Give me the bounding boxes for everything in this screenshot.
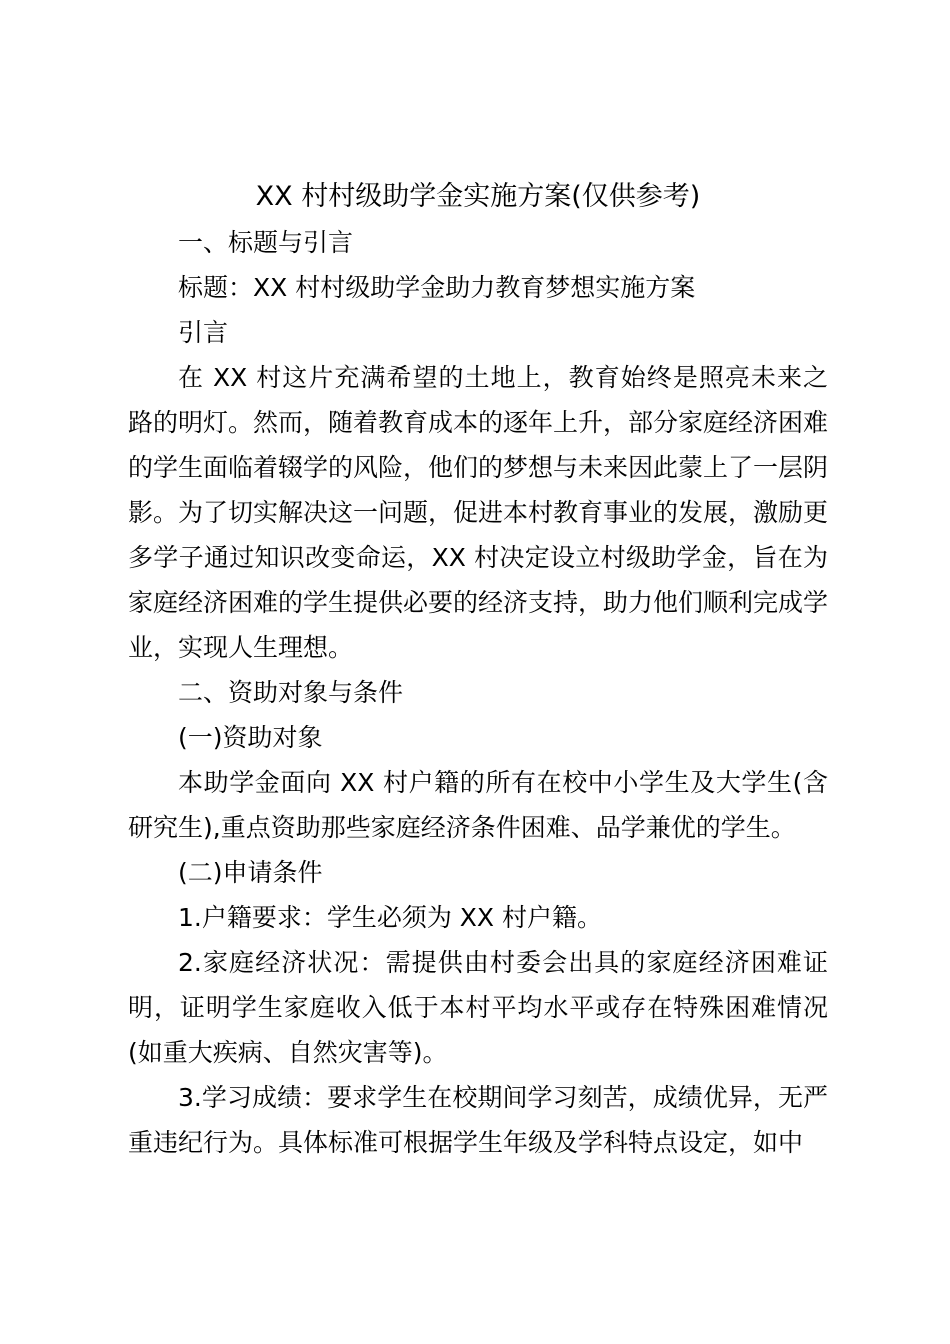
condition-item-1: 1.户籍要求：学生必须为 XX 村户籍。 — [178, 903, 603, 932]
condition-item-3: 3.学习成绩：要求学生在校期间学习刻苦，成绩优异，无严重违纪行为。具体标准可根据学生年级及学科特点设定，如中 — [128, 1083, 828, 1157]
intro-paragraph: 在 XX 村这片充满希望的土地上，教育始终是照亮未来之路的明灯。然而，随着教育成本的逐年上升，部分家庭经济困难的学生面临着辍学的风险，他们的梦想与未来因此蒙上了一层阴影。为了切实解决这一问题，促进本村教育事业的发展，激励更多学子通过知识改变命运，XX 村决定设立村级助学金，旨在为家庭经济困难的学生提供必要的经济支持，助力他们顺利完成学业，实现人生理想。 — [128, 363, 829, 662]
subheading-intro: 引言 — [178, 318, 229, 347]
section-heading-intro: 一、标题与引言 — [178, 228, 354, 257]
section-heading-recipients: 二、资助对象与条件 — [178, 678, 404, 707]
recipients-paragraph: 本助学金面向 XX 村户籍的所有在校中小学生及大学生(含研究生),重点资助那些家庭经济条件困难、品学兼优的学生。 — [128, 768, 828, 842]
condition-item-2: 2.家庭经济状况：需提供由村委会出具的家庭经济困难证明，证明学生家庭收入低于本村平均水平或存在特殊困难情况(如重大疾病、自然灾害等)。 — [128, 948, 828, 1067]
subheading-conditions: (二)申请条件 — [178, 858, 323, 887]
subheading-recipients: (一)资助对象 — [178, 723, 323, 752]
document-page — [128, 175, 828, 1165]
document-title: XX 村村级助学金实施方案(仅供参考) — [255, 181, 701, 212]
title-line: 标题：XX 村村级助学金助力教育梦想实施方案 — [178, 273, 696, 302]
